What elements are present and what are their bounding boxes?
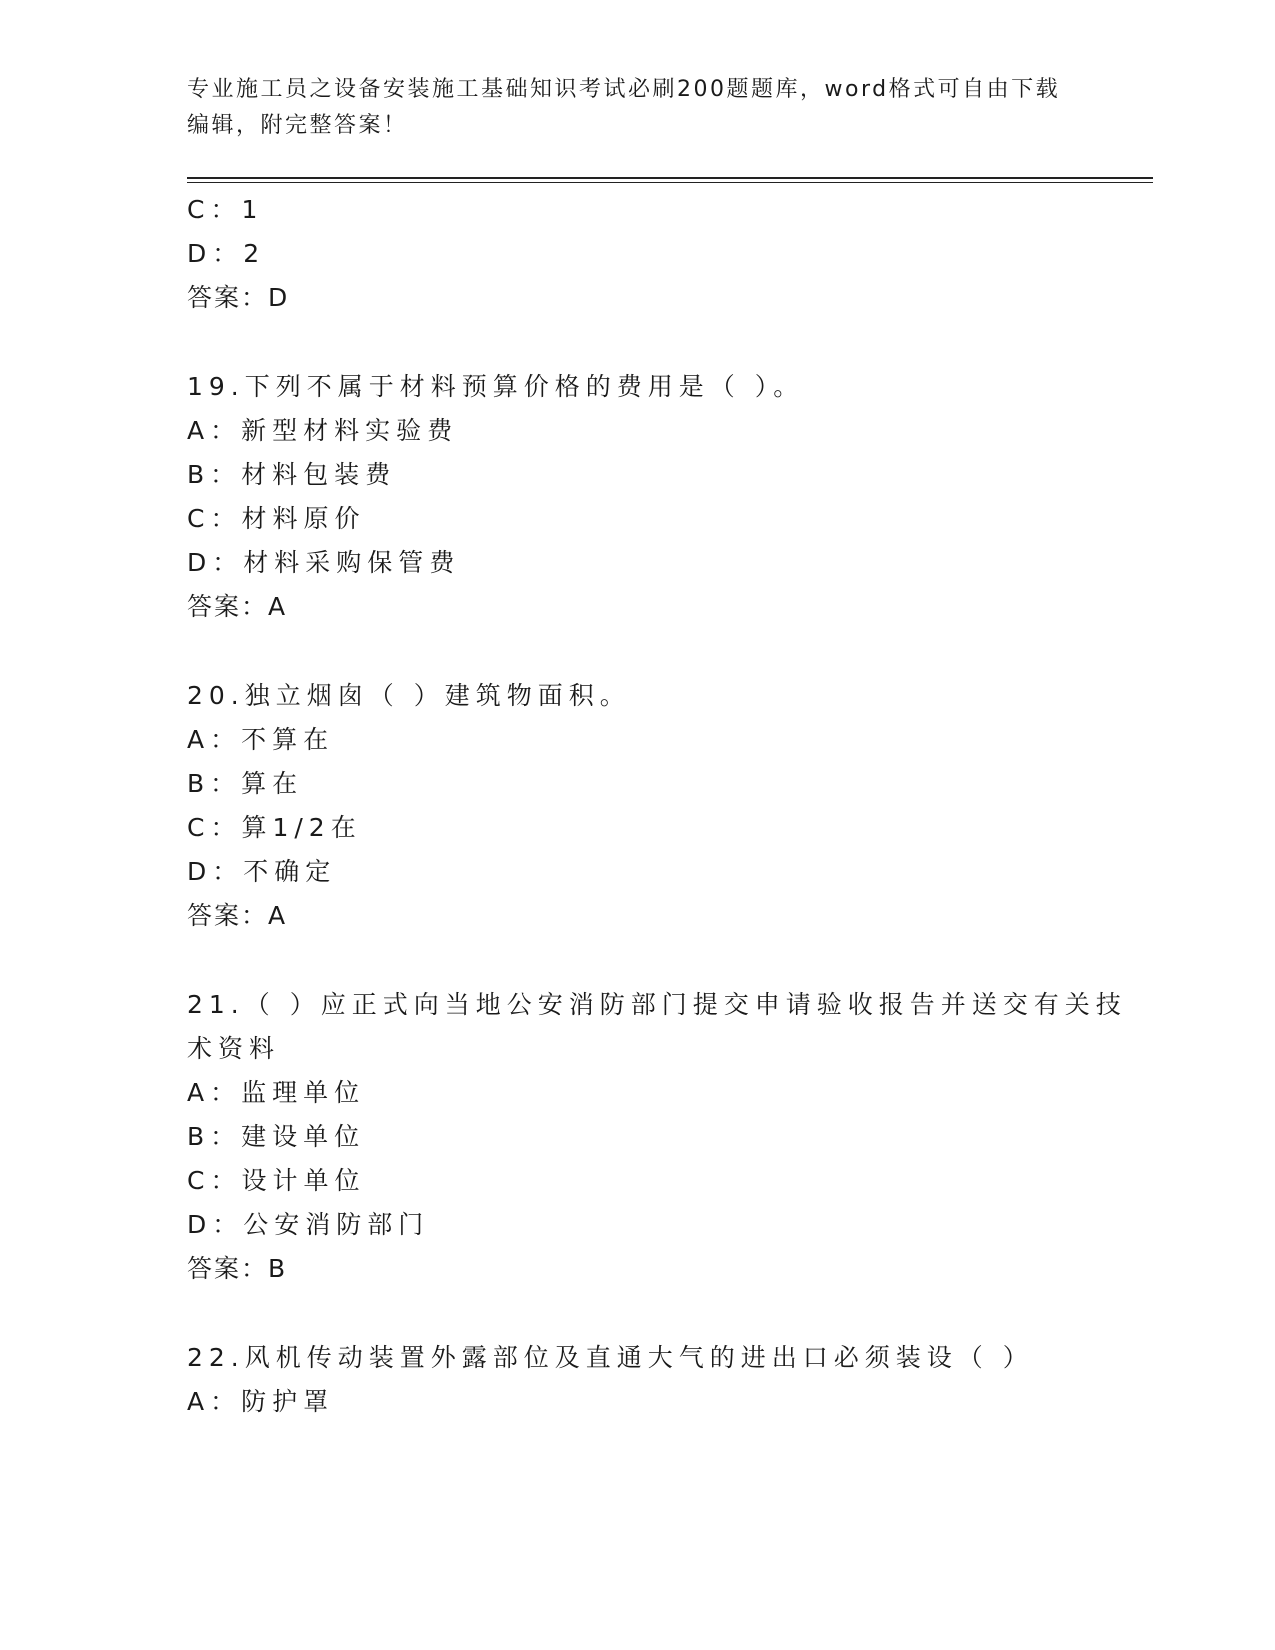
header-line-2: 编辑，附完整答案！	[187, 113, 408, 138]
option-a: A：新型材料实验费	[187, 416, 459, 445]
answer-line: 答案：A	[187, 901, 288, 930]
answer-line: 答案：A	[187, 592, 288, 621]
document-header	[187, 72, 1067, 144]
header-line-1: 专业施工员之设备安装施工基础知识考试必刷200题题库，word格式可自由下载	[187, 77, 1061, 102]
header-divider-thin	[187, 182, 1153, 183]
option-b: B：建设单位	[187, 1122, 366, 1151]
question-19: 19.下列不属于材料预算价格的费用是（ ）。	[187, 372, 805, 401]
option-d: D：材料采购保管费	[187, 548, 461, 577]
question-22: 22.风机传动装置外露部位及直通大气的进出口必须装设（ ）	[187, 1343, 1034, 1372]
option-b: B：材料包装费	[187, 460, 397, 489]
option-a: A：监理单位	[187, 1078, 366, 1107]
question-20: 20.独立烟囱（ ）建筑物面积。	[187, 681, 631, 710]
option-a: A：不算在	[187, 725, 335, 754]
question-21: 21.（ ）应正式向当地公安消防部门提交申请验收报告并送交有关技	[187, 990, 1127, 1019]
option-c: C：设计单位	[187, 1166, 366, 1195]
option-a: A：防护罩	[187, 1387, 335, 1416]
option-c: C：1	[187, 195, 264, 224]
option-c: C：算1/2在	[187, 813, 362, 842]
answer-line: 答案：D	[187, 283, 290, 312]
option-b: B：算在	[187, 769, 304, 798]
option-d: D：不确定	[187, 857, 337, 886]
option-d: D：公安消防部门	[187, 1210, 430, 1239]
option-c: C：材料原价	[187, 504, 366, 533]
question-21-continued: 术资料	[187, 1034, 281, 1063]
answer-line: 答案：B	[187, 1254, 288, 1283]
header-divider-thick	[187, 177, 1153, 179]
option-d: D：2	[187, 239, 266, 268]
